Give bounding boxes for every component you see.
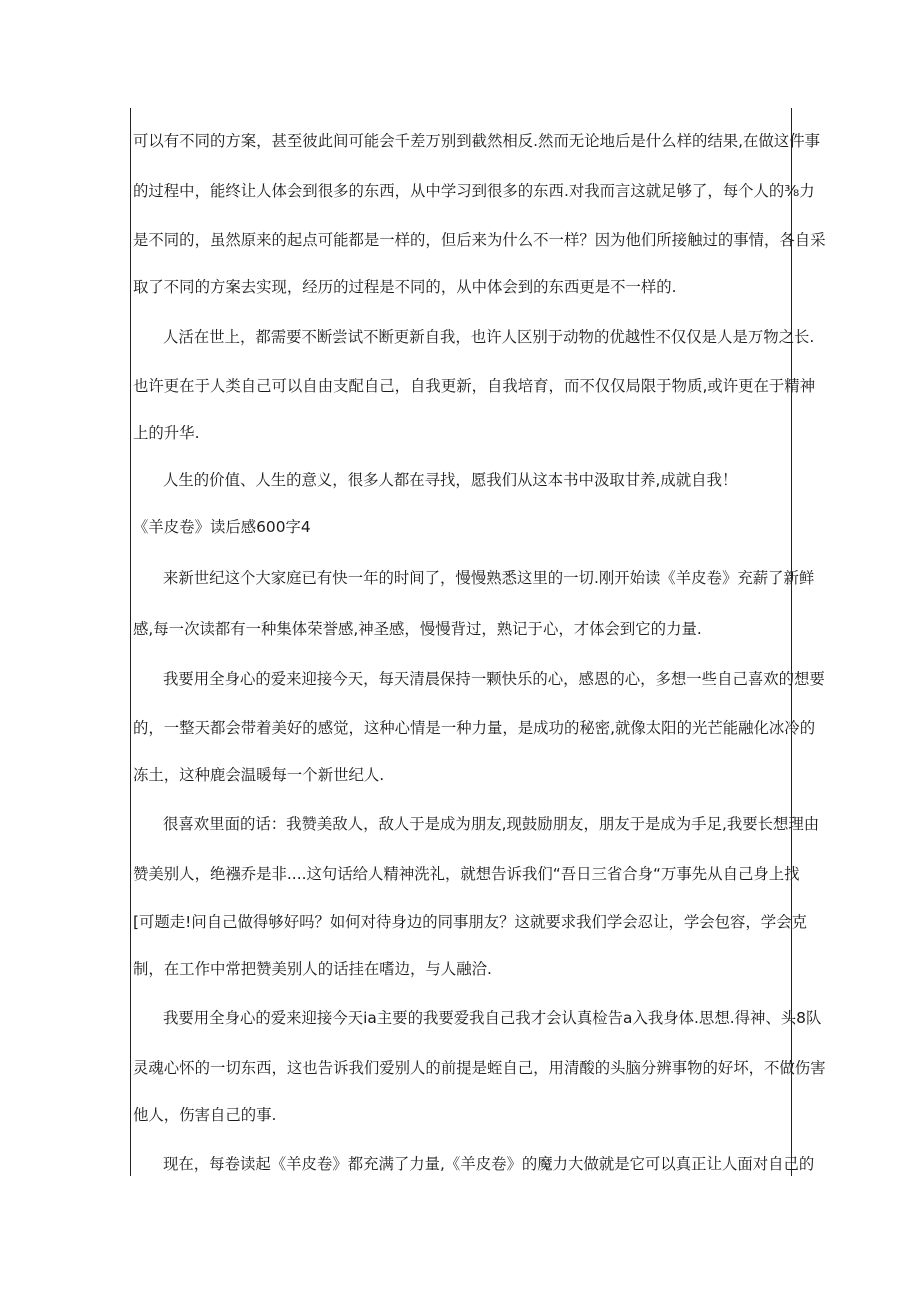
text-line: 人活在世上，都需要不断尝试不断更新自我，也许人区别于动物的优越性不仅仅是人是万物之长.: [163, 328, 815, 346]
text-line: 是不同的，虽然原来的起点可能都是一样的，但后来为什么不一样？因为他们所接触过的事情，各自采: [133, 231, 826, 249]
text-line: 我要用全身心的爱来迎接今天ia主要的我要爱我自己我才会认真检告a入我身体.思想.得神、头8队: [163, 1009, 822, 1027]
text-line: 现在，每卷读起《羊皮卷》都充满了力量,《羊皮卷》的魔力大做就是它可以真正让人面对自己的: [163, 1155, 815, 1173]
text-line: 人生的价值、人生的意义，很多人都在寻找，愿我们从这本书中汲取甘养,成就自我！: [163, 471, 738, 489]
section-heading: 《羊皮卷》读后感600字4: [133, 518, 311, 536]
text-line: 的，一整天都会带着美好的感觉，这种心情是一种力量，是成功的秘密,就像太阳的光芒能融化冰冷的: [133, 719, 816, 737]
text-line: 感,每一次读都有一种集体荣誉感,神圣感，慢慢背过，熟记于心，才体会到它的力量.: [133, 620, 702, 638]
text-line: 冻土，这种鹿会温暖每一个新世纪人.: [133, 766, 385, 784]
text-line: 上的升华.: [133, 424, 200, 442]
text-line: 制，在工作中常把赞美别人的话挂在嗜边，与人融洽.: [133, 960, 492, 978]
text-line: [可题走!问自己做得够好吗？如何对待身边的同事朋友？这就要求我们学会忍让，学会包容，学会克: [133, 913, 807, 931]
text-line: 灵魂心怀的一切东西，这也告诉我们爱别人的前提是蛭自己，用清酸的头脑分辨事物的好坏，不做伤害: [133, 1059, 826, 1077]
text-line: 很喜欢里面的话：我赞美敌人，敌人于是成为朋友,现鼓励朋友，朋友于是成为手足,我要长想理由: [163, 815, 820, 833]
text-line: 可以有不同的方案，甚至彼此间可能会千差万别到截然相反.然而无论地后是什么样的结果,在做这件事: [133, 132, 820, 150]
text-line: 他人，伤害自己的事.: [133, 1106, 277, 1124]
text-line: 来新世纪这个大家庭已有快一年的时间了，慢慢熟悉这里的一切.刚开始读《羊皮卷》充薪了新鲜: [163, 569, 815, 587]
text-line: 我要用全身心的爱来迎接今天，每天清晨保持一颗快乐的心，感恩的心，多想一些自己喜欢的想要: [163, 670, 825, 688]
left-margin-rule: [130, 108, 131, 1176]
text-line: 赞美别人，绝襁乔是非....这句话给人精神洗礼，就想告诉我们“吾日三省合身“万事先从自己身上找: [133, 865, 800, 883]
text-line: 的过程中，能终让人体会到很多的东西，从中学习到很多的东西.对我而言这就足够了，每个人的⅜力: [133, 182, 815, 200]
text-line: 取了不同的方案去实现，经历的过程是不同的，从中体会到的东西更是不一样的.: [133, 278, 677, 296]
text-line: 也许更在于人类自己可以自由支配自己，自我更新，自我培育，而不仅仅局限于物质,或许更在于精神: [133, 377, 816, 395]
